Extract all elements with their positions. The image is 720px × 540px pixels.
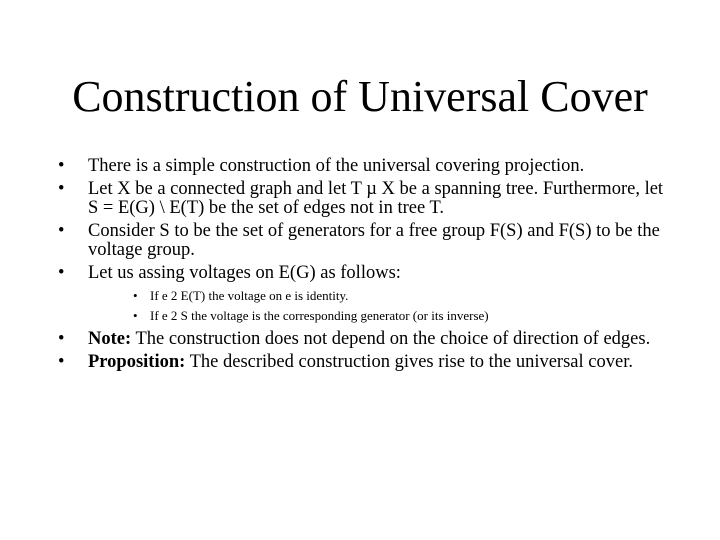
sub-list-item [133,288,668,304]
list-item-text: Let us assing voltages on E(G) as follows: [88,262,401,283]
list-item-text: Let X be a connected graph and let T µ X be a spanning tree. Furthermore, let S = E(G) \ E(T) be the set of edges not in tree T. [88,178,664,218]
slide-title: Construction of Universal Cover [72,72,648,121]
sub-bullet-icon: • [133,308,138,323]
bullet-icon: • [58,351,65,372]
list-item [58,157,668,177]
list-item [58,222,668,261]
bullet-icon: • [58,156,65,176]
list-item-text: There is a simple construction of the universal covering projection. [88,156,585,176]
bullet-icon: • [58,220,65,241]
bullet-icon: • [58,262,65,283]
note-text: The construction does not depend on the choice of direction of edges. [131,329,651,349]
list-item [58,264,668,284]
bullet-list [58,157,668,375]
sub-list-item-text: If e 2 E(T) the voltage on e is identity. [150,288,349,303]
proposition-item [58,353,668,373]
list-item [58,180,668,219]
sub-bullet-icon: • [133,288,138,303]
note-item [58,330,668,350]
sub-list-item-text: If e 2 S the voltage is the corresponding generator (or its inverse) [150,308,489,323]
proposition-text: The described construction gives rise to the universal cover. [185,351,633,372]
bullet-icon: • [58,329,65,349]
sub-bullet-list [58,288,668,324]
bullet-icon: • [58,178,65,199]
proposition-label: Proposition: [88,351,186,372]
note-label: Note: [88,329,132,349]
list-item-text: Consider S to be the set of generators for a free group F(S) and F(S) to be the voltage group. [88,220,660,260]
sub-list-item [133,308,668,324]
